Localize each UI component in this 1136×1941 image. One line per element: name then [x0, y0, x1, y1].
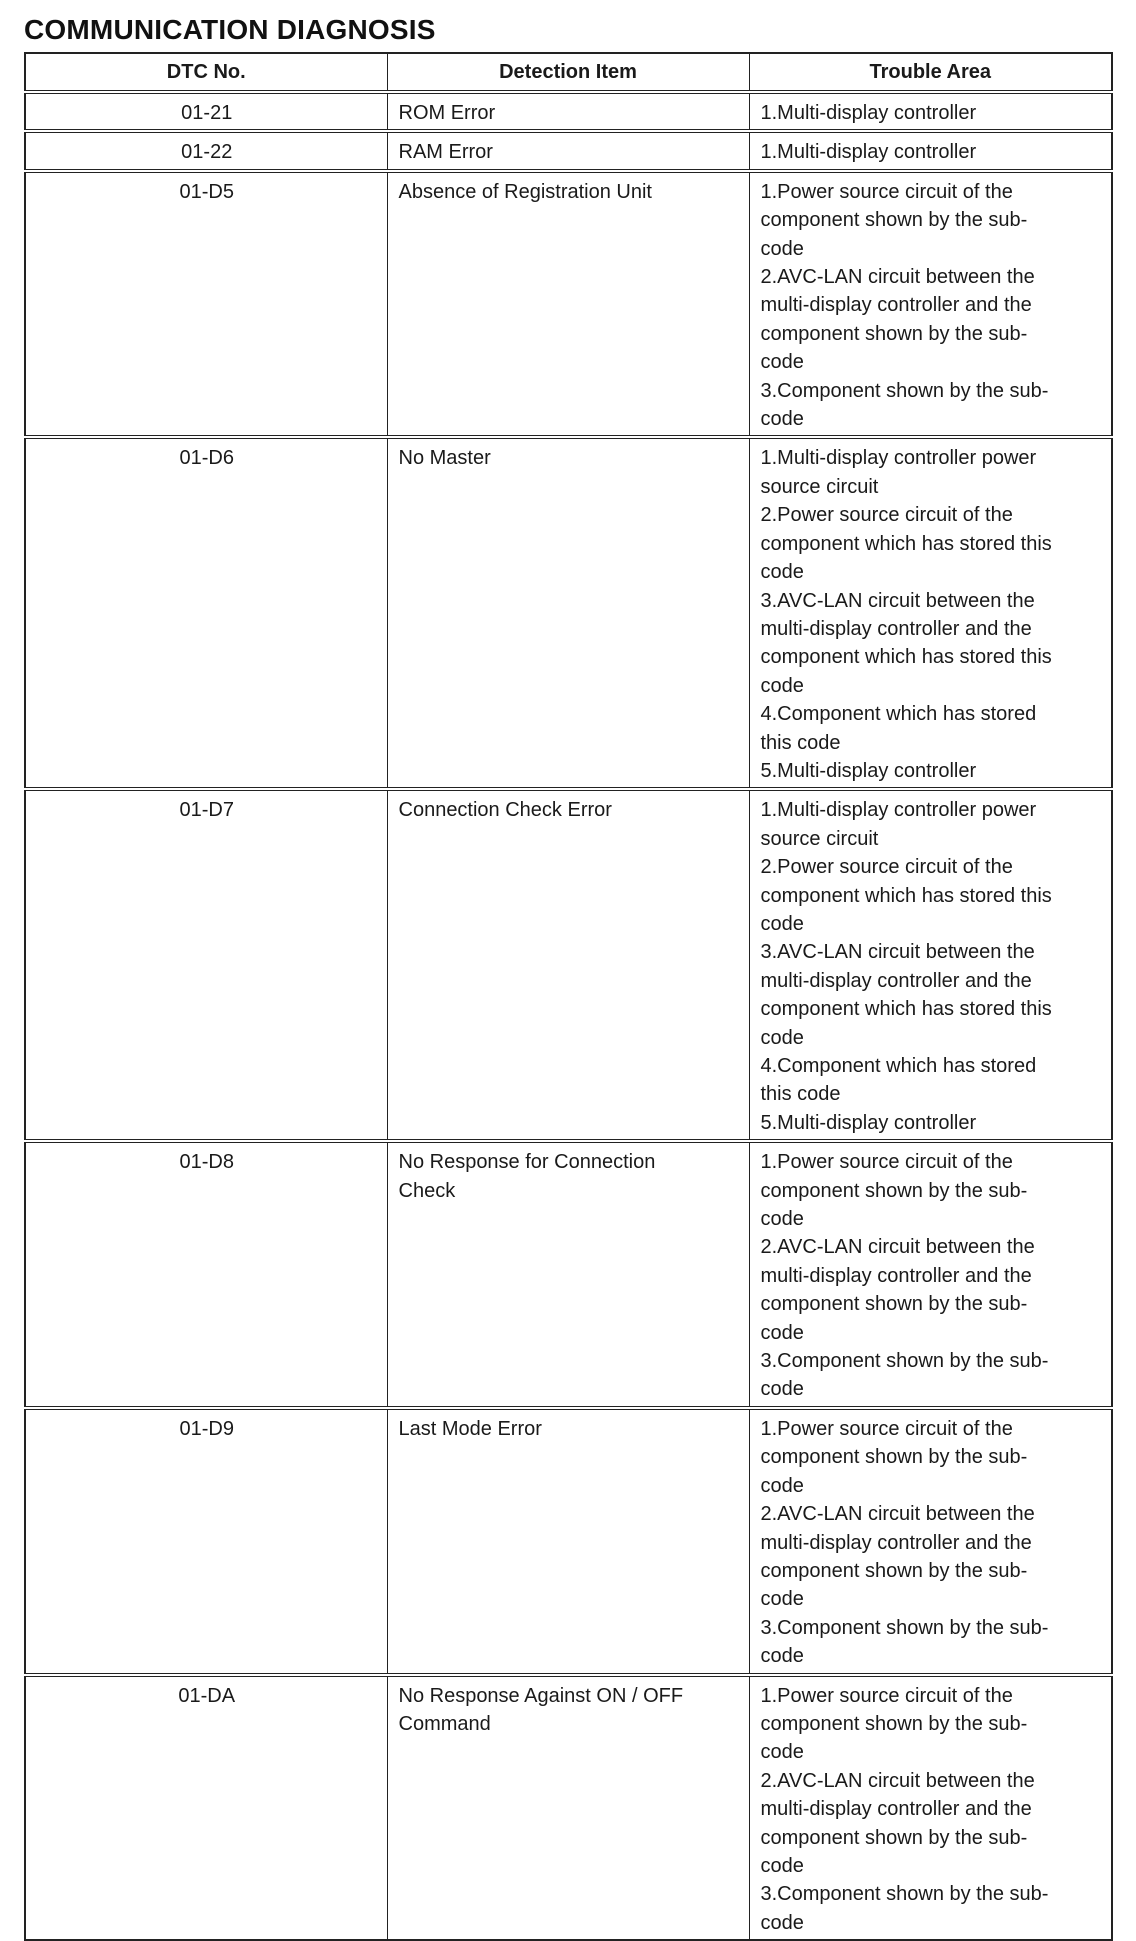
trouble-area-line: 5.Multi-display controller [760, 759, 977, 782]
trouble-area-line: component shown by the sub- [760, 1559, 1028, 1582]
trouble-area-line: 2.AVC-LAN circuit between the [760, 1503, 1035, 1526]
document-page [24, 12, 1111, 1941]
trouble-area-line: code [760, 1741, 804, 1764]
trouble-area-line: 4.Component which has stored [760, 703, 1037, 726]
dtc-code-cell: 01-D5 [25, 171, 387, 438]
trouble-area-line: 1.Power source circuit of the [760, 1417, 1013, 1440]
trouble-area-line: component shown by the sub- [760, 1293, 1028, 1316]
page-title: COMMUNICATION DIAGNOSIS [24, 14, 436, 45]
trouble-area-line: multi-display controller and the [760, 1798, 1032, 1821]
trouble-area-line: multi-display controller and the [760, 294, 1032, 317]
trouble-area-line: code [760, 912, 804, 935]
table-row [25, 1408, 1112, 1675]
header-detection-item: Detection Item [387, 53, 749, 92]
dtc-code-cell: 01-21 [25, 92, 387, 131]
trouble-area-line: 3.Component shown by the sub- [760, 1883, 1049, 1906]
trouble-area-line: 1.Multi-display controller power [760, 447, 1037, 470]
trouble-area-line: 3.Component shown by the sub- [760, 1616, 1049, 1639]
detection-item-cell: Absence of Registration Unit [387, 171, 749, 438]
trouble-area-line: component shown by the sub- [760, 322, 1028, 345]
detection-item-line: Check [398, 1179, 456, 1202]
trouble-area-line: 1.Power source circuit of the [760, 1684, 1013, 1707]
dtc-code-cell: 01-D9 [25, 1408, 387, 1675]
trouble-area-line: 3.AVC-LAN circuit between the [760, 589, 1035, 612]
trouble-area-line: code [760, 237, 804, 260]
trouble-area-line: code [760, 1321, 804, 1344]
trouble-area-line: component shown by the sub- [760, 1179, 1028, 1202]
trouble-area-cell [749, 92, 1112, 131]
trouble-area-line: code [760, 1378, 804, 1401]
trouble-area-line: 3.Component shown by the sub- [760, 1350, 1049, 1373]
table-header [25, 53, 1112, 92]
table-body [25, 92, 1112, 1940]
table-row [25, 171, 1112, 438]
dtc-code-cell: 01-D8 [25, 1141, 387, 1408]
trouble-area-cell [749, 1141, 1112, 1408]
trouble-area-line: code [760, 1208, 804, 1231]
trouble-area-line: 3.AVC-LAN circuit between the [760, 941, 1035, 964]
trouble-area-line: component which has stored this [760, 884, 1052, 907]
trouble-area-line: 1.Power source circuit of the [760, 180, 1013, 203]
detection-item-cell: RAM Error [387, 131, 749, 170]
trouble-area-line: multi-display controller and the [760, 1531, 1032, 1554]
detection-item-cell: No Master [387, 437, 749, 789]
dtc-table [24, 52, 1113, 1941]
trouble-area-line: multi-display controller and the [760, 1264, 1032, 1287]
detection-item-cell: Connection Check Error [387, 789, 749, 1141]
table-row [25, 1675, 1112, 1941]
dtc-code-cell: 01-DA [25, 1675, 387, 1941]
trouble-area-line: source circuit [760, 827, 879, 850]
dtc-code-cell: 01-D6 [25, 437, 387, 789]
trouble-area-line: component shown by the sub- [760, 1446, 1028, 1469]
trouble-area-line: code [760, 1854, 804, 1877]
trouble-area-cell [749, 789, 1112, 1141]
trouble-area-line: component which has stored this [760, 646, 1052, 669]
trouble-area-line: 5.Multi-display controller [760, 1111, 977, 1134]
trouble-area-line: this code [760, 1083, 841, 1106]
trouble-area-line: 2.Power source circuit of the [760, 856, 1013, 879]
trouble-area-line: this code [760, 731, 841, 754]
trouble-area-cell [749, 1408, 1112, 1675]
detection-item-cell [387, 1675, 749, 1941]
header-row [25, 53, 1112, 92]
trouble-area-line: code [760, 1588, 804, 1611]
trouble-area-line: 2.Power source circuit of the [760, 504, 1013, 527]
dtc-code-cell: 01-D7 [25, 789, 387, 1141]
trouble-area-line: 1.Power source circuit of the [760, 1151, 1013, 1174]
trouble-area-cell [749, 131, 1112, 170]
detection-item-line: No Response Against ON / OFF [398, 1684, 684, 1707]
table-row [25, 1141, 1112, 1408]
header-dtc-no: DTC No. [25, 53, 387, 92]
trouble-area-line: code [760, 1474, 804, 1497]
trouble-area-line: code [760, 1911, 804, 1934]
trouble-area-line: code [760, 561, 804, 584]
trouble-area-cell [749, 437, 1112, 789]
trouble-area-line: code [760, 1026, 804, 1049]
trouble-area-line: multi-display controller and the [760, 617, 1032, 640]
trouble-area-line: 1.Multi-display controller power [760, 799, 1037, 822]
trouble-area-cell [749, 171, 1112, 438]
trouble-area-line: component shown by the sub- [760, 1826, 1028, 1849]
trouble-area-line: component shown by the sub- [760, 209, 1028, 232]
detection-item-line: Command [398, 1712, 491, 1735]
trouble-area-line: 2.AVC-LAN circuit between the [760, 1236, 1035, 1259]
trouble-area-line: 2.AVC-LAN circuit between the [760, 1769, 1035, 1792]
trouble-area-line: component which has stored this [760, 532, 1052, 555]
detection-item-cell [387, 1141, 749, 1408]
trouble-area-line: 4.Component which has stored [760, 1055, 1037, 1077]
detection-item-cell: ROM Error [387, 92, 749, 131]
table-row [25, 131, 1112, 170]
table-row [25, 789, 1112, 1141]
dtc-code-cell: 01-22 [25, 131, 387, 170]
detection-item-cell: Last Mode Error [387, 1408, 749, 1675]
trouble-area-line: code [760, 351, 804, 374]
header-trouble-area: Trouble Area [749, 53, 1112, 92]
trouble-area-line: code [760, 1645, 804, 1668]
trouble-area-line: 1.Multi-display controller [760, 141, 977, 164]
trouble-area-line: component shown by the sub- [760, 1712, 1028, 1735]
trouble-area-line: code [760, 674, 804, 697]
trouble-area-line: 2.AVC-LAN circuit between the [760, 266, 1035, 289]
trouble-area-line: 1.Multi-display controller [760, 102, 977, 124]
trouble-area-line: source circuit [760, 475, 879, 498]
trouble-area-line: component which has stored this [760, 998, 1052, 1021]
trouble-area-line: code [760, 408, 804, 431]
trouble-area-cell [749, 1675, 1112, 1941]
detection-item-line: No Response for Connection [398, 1151, 656, 1174]
trouble-area-line: 3.Component shown by the sub- [760, 379, 1049, 402]
trouble-area-line: multi-display controller and the [760, 969, 1032, 992]
table-row [25, 92, 1112, 131]
table-row [25, 437, 1112, 789]
